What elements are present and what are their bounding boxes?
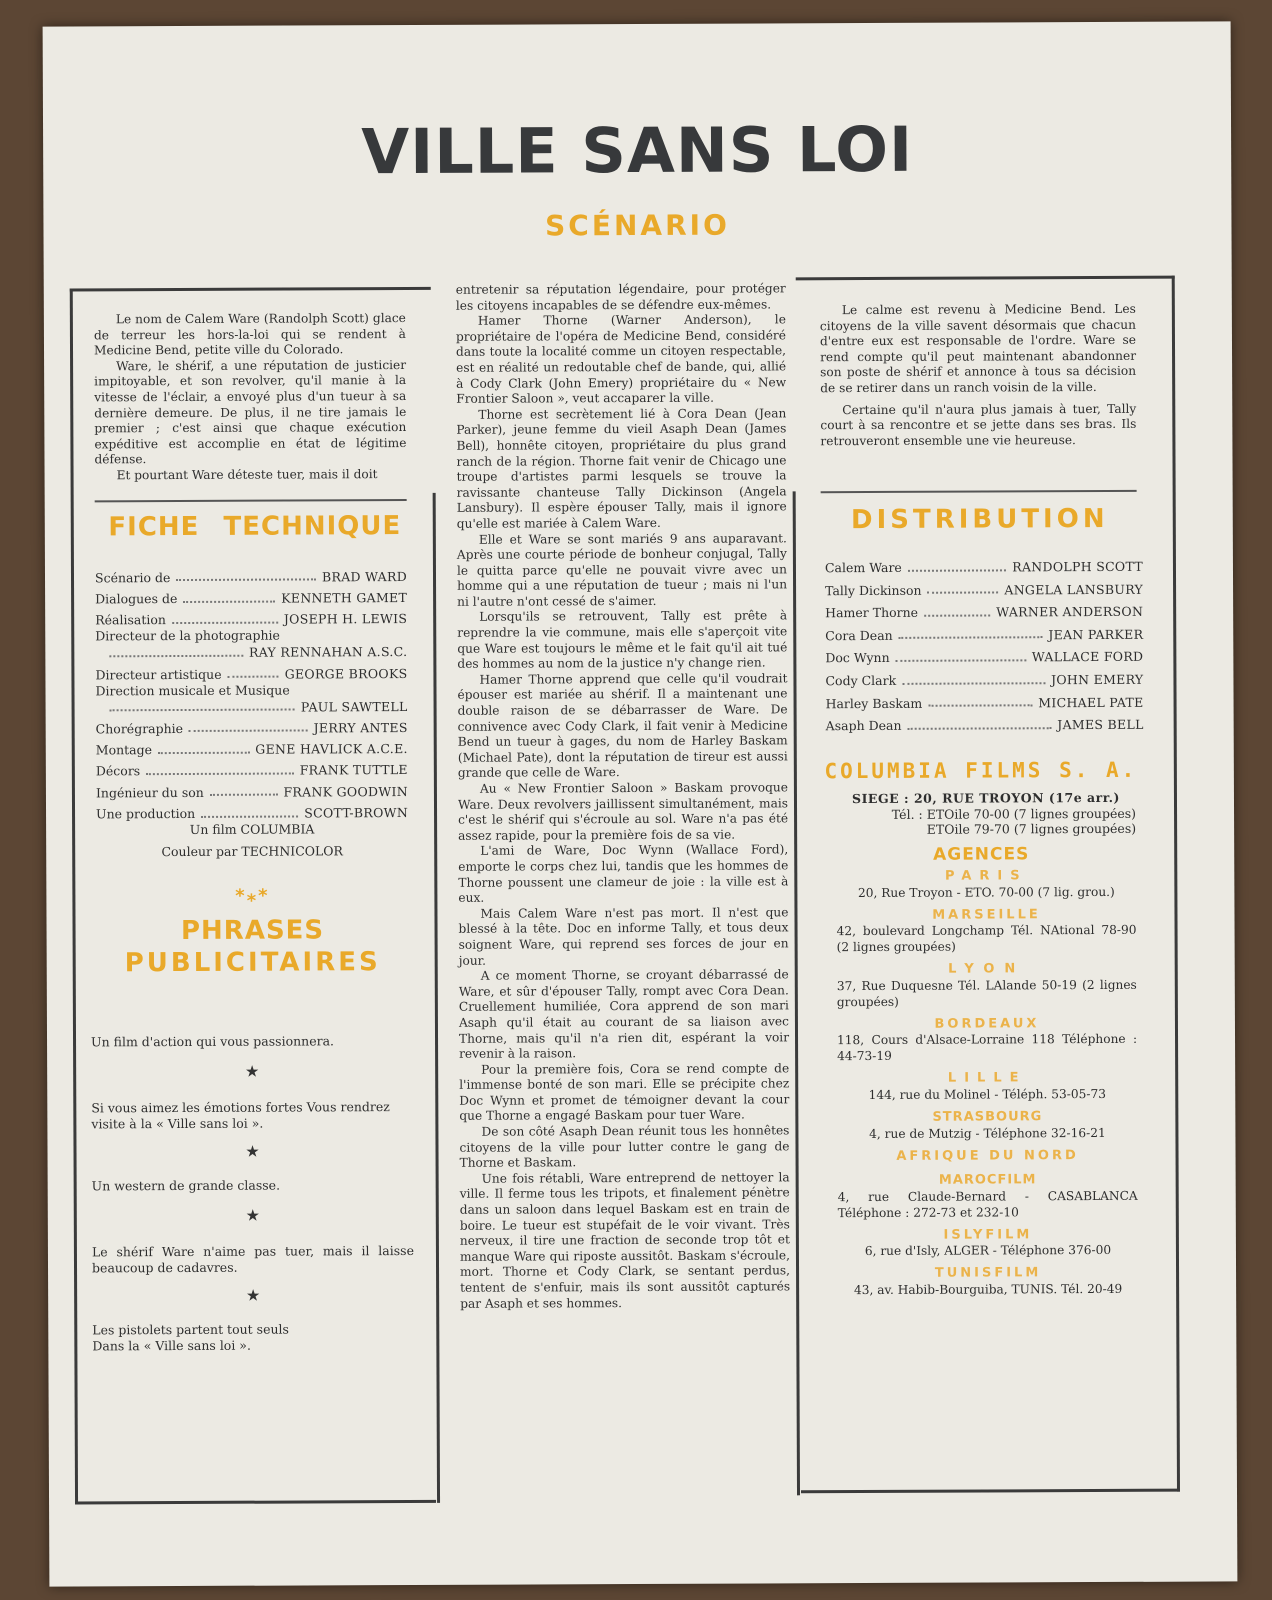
scenario-paragraph: A ce moment Thorne, se croyant débarrassé de Ware, et sûr d'épouser Tally, rompt avec Cora Dean. Cruellement humiliée, Cora apprend de son mari Asaph qu'il était au courant de sa liaison avec Thorne, mais qu'il n'a rien dit, espérant la voir revenir à la raison. — [458, 967, 790, 1061]
phrases-heading-line-1: PHRASES — [180, 915, 325, 947]
scenario-paragraph: Ware, le shérif, a une réputation de justicier impitoyable, et son revolver, qu'il manie à la vitesse de l'éclair, a envoyé plus d'un tueur à sa dernière demeure. De plus, il ne tire jamais le premier ; c'est ainsi que chaque exécution expéditive est accomplie en état de légitime défense. — [94, 357, 407, 467]
agency-city: PARIS — [944, 868, 1028, 884]
cast-name: RANDOLPH SCOTT — [1012, 558, 1144, 575]
cast-role: Tally Dickinson — [825, 582, 922, 598]
cast-row — [825, 597, 1143, 621]
scenario-paragraph: Lorsqu'ils se retrouvent, Tally est prête à reprendre la vie commune, mais elle s'aperçoit vite que Ware est toujours le même et le fait qu'il ait tué des hommes au nom de la justice n'y change rien. — [457, 608, 788, 672]
scenario-paragraph: Certaine qu'il n'aura plus jamais à tuer, Tally court à sa rencontre et se jette dans ses bras. Ils retrouveront ensemble une vie heureuse. — [820, 401, 1137, 448]
credit-name: KENNETH GAMET — [281, 590, 408, 606]
fiche-technique-heading: FICHE TECHNIQUE — [108, 511, 402, 543]
cast-role: Hamer Thorne — [825, 604, 919, 621]
page-title: VILLE SANS LOI — [361, 112, 914, 189]
cast-name: WALLACE FORD — [1031, 649, 1144, 665]
agency-city: AFRIQUE DU NORD — [896, 1147, 1079, 1164]
cast-name: WARNER ANDERSON — [996, 603, 1144, 620]
cast-row — [825, 687, 1143, 711]
agency-city: LYON — [948, 961, 1026, 977]
credit-row — [96, 714, 408, 737]
phrase-item: Le shérif Ware n'aime pas tuer, mais il laisse beaucoup de cadavres. — [91, 1242, 414, 1276]
agency-address: 37, Rue Duquesne Tél. LAlande 50-19 (2 lignes groupées) — [836, 977, 1137, 1009]
agency-address: 6, rue d'Isly, ALGER - Téléphone 376-00 — [864, 1243, 1112, 1259]
scenario-heading: SCÉNARIO — [545, 208, 730, 243]
cast-name: JAMES BELL — [1057, 716, 1144, 733]
phrase-item: Les pistolets partent tout seuls Dans la « Ville sans loi ». — [92, 1321, 289, 1354]
cast-role: Asaph Dean — [825, 718, 902, 734]
agency-city: TUNISFILM — [934, 1265, 1042, 1282]
phrase-item: Un western de grande classe. — [91, 1177, 281, 1194]
agency-city: BORDEAUX — [934, 1016, 1040, 1032]
phrases-list — [91, 1033, 414, 1354]
credit-role: Une production — [96, 806, 196, 822]
credit-name: RAY RENNAHAN A.S.C. — [248, 644, 408, 661]
credit-row — [96, 735, 408, 758]
scenario-paragraph: Hamer Thorne (Warner Anderson), le propriétaire de l'opéra de Medicine Bend, considéré dans toute la localité comme un citoyen respectable, est en réalité un redoutable chef de bande, qui, allié à Cody Clark (John Emery) propriétaire du « New Frontier Saloon », veut accaparer la ville. — [455, 312, 787, 406]
credit-role: Directeur artistique — [95, 666, 222, 682]
credit-role: Montage — [95, 742, 153, 758]
scenario-paragraph: Le calme est revenu à Medicine Bend. Les citoyens de la ville savent désormais que chacun d'entre eux est responsable de l'ordre. Ware se rend compte qu'il peut maintenant abandonner son poste de shérif et annonce à tous sa décision de se retirer dans un ranch voisin de la ville. — [819, 301, 1137, 396]
agency-address: 43, av. Habib-Bourguiba, TUNIS. Tél. 20-49 — [853, 1281, 1123, 1298]
fiche-technique-list — [95, 563, 408, 866]
star-icon: ★ — [245, 1285, 261, 1305]
scenario-paragraph: Hamer Thorne apprend que celle qu'il voudrait épouser est mariée au shérif. Il a maintenant une double raison de se débarrasser de Ware. De connivence avec Cody Clark, il fait venir à Medicine Bend un tueur à gages, du nom de Harley Baskam (Michael Pate), dont la réputation de tireur est aussi grande que celle de Ware. — [457, 671, 788, 781]
company-tel-1: Tél. : ETOile 70-00 (7 lignes groupées) — [891, 805, 1137, 822]
cast-row — [825, 642, 1143, 666]
scenario-paragraph: Elle et Ware se sont mariés 9 ans auparavant. Après une courte période de bonheur conjugal, Tally le quitta parce qu'elle ne pouvait vivre avec un homme qui a une réputation de tueur ; mais ni l'un ni l'autre n'ont cessé de s'aimer. — [456, 530, 788, 609]
credit-name: GENE HAVLICK A.C.E. — [255, 741, 408, 757]
credit-row — [95, 606, 407, 629]
phrase-item: Si vous aimez les émotions fortes Vous rendrez visite à la « Ville sans loi ». — [91, 1099, 390, 1132]
credit-role: Direction musicale et Musique — [95, 682, 290, 698]
star-icon: ★ — [245, 1141, 260, 1161]
credit-name: JOSEPH H. LEWIS — [283, 611, 408, 627]
scenario-paragraph: Et pourtant Ware déteste tuer, mais il doit — [116, 467, 378, 483]
cast-name: ANGELA LANSBURY — [1004, 581, 1144, 598]
credit-row — [95, 584, 407, 607]
agency-city: STRASBOURG — [932, 1109, 1043, 1125]
agency-city: LILLE — [947, 1070, 1027, 1087]
credit-row — [96, 697, 408, 715]
agencies-list — [836, 868, 1138, 1298]
agency-address: 4, rue de Mutzig - Téléphone 32-16-21 — [869, 1125, 1106, 1141]
credit-role: Réalisation — [95, 612, 166, 628]
company-info — [836, 790, 1136, 838]
credit-role: Dialogues de — [95, 591, 178, 607]
agency-city: MAROCFILM — [938, 1172, 1037, 1188]
agency-address: 4, rue Claude-Bernard - CASABLANCA Téléphone : 272-73 et 232-10 — [837, 1188, 1138, 1220]
credit-row — [95, 627, 407, 644]
agency-city: MARSEILLE — [932, 906, 1041, 923]
cast-role: Calem Ware — [824, 559, 902, 576]
cast-row — [825, 574, 1143, 598]
credit-row — [96, 799, 408, 822]
credit-row — [95, 681, 407, 698]
cast-role: Cora Dean — [825, 627, 893, 643]
scenario-left-column — [94, 311, 407, 484]
scenario-paragraph: Le nom de Calem Ware (Randolph Scott) glace de terreur les hors-la-loi qui se rendent à Medicine Bend, petite ville du Colorado. — [93, 311, 406, 358]
phrases-heading-line-2: PUBLICITAIRES — [124, 947, 381, 979]
scenario-paragraph: Au « New Frontier Saloon » Baskam provoque Ware. Deux revolvers jaillissent simultanément, mais c'est le shérif qui s'écroule au sol. Ware n'a pas été assez rapide, pour la première fois de sa vie. — [457, 780, 789, 843]
credit-role: Décors — [95, 763, 141, 779]
film-line: Un film COLUMBIA — [189, 821, 315, 837]
company-name: COLUMBIA FILMS S. A. — [824, 757, 1138, 784]
scenario-paragraph: Thorne est secrètement lié à Cora Dean (Jean Parker), jeune femme du vieil Asaph Dean (James Bell), honnête citoyen, propriétaire du plus grand ranch de la région. Thorne fait venir de Chicago une troupe d'artistes parmi lesquels se trouve la ravissante chanteuse Tally Dickinson (Angela Lansbury). Il espère épouser Tally, mais il ignore qu'elle est mariée à Calem Ware. — [456, 406, 787, 531]
credit-name: PAUL SAWTELL — [300, 698, 408, 715]
scenario-paragraph: Une fois rétabli, Ware entreprend de nettoyer la ville. Il ferme tous les tripots, et finalement pénètre dans un saloon dans lequel Baskam est en train de boire. Le tueur est stupéfait de le voir vivant. Très nerveux, il tire une fraction de seconde trop tôt et manque Ware qui riposte aussitôt. Baskam s'écroule, mort. Thorne et Cody Clark, se sentant perdus, tentent de s'enfuir, mais ils sont aussitôt capturés par Asaph et ses hommes. — [459, 1170, 791, 1311]
credit-name: FRANK GOODWIN — [283, 783, 408, 800]
cast-name: JOHN EMERY — [1051, 671, 1144, 688]
credit-row — [95, 563, 407, 586]
agency-address: 20, Rue Troyon - ETO. 70-00 (7 lig. grou.) — [857, 884, 1115, 900]
cast-name: JEAN PARKER — [1048, 626, 1144, 642]
credit-row — [96, 757, 408, 780]
credit-role: Chorégraphie — [95, 720, 184, 737]
credit-role: Scénario de — [94, 569, 171, 586]
credit-role: Ingénieur du son — [95, 784, 204, 801]
agency-address: 144, rue du Molinel - Téléph. 53-05-73 — [868, 1086, 1107, 1102]
scenario-paragraph: Pour la première fois, Cora se rend compte de l'immense bonté de son mari. Elle se précipite chez Doc Wynn et promet de témoigner devant la cour que Thorne a engagé Baskam pour tuer Ware. — [459, 1061, 790, 1124]
credit-row — [96, 778, 408, 801]
credit-name: BRAD WARD — [321, 568, 408, 585]
credit-row — [95, 660, 407, 683]
agency-address: 42, boulevard Longchamp Tél. NAtional 78-90 (2 lignes groupées) — [836, 923, 1137, 955]
agency-address: 118, Cours d'Alsace-Lorraine 118 Téléphone : 44-73-19 — [837, 1032, 1138, 1064]
credit-name: GEORGE BROOKS — [284, 665, 408, 682]
credit-name: SCOTT-BROWN — [304, 805, 409, 821]
cast-row — [825, 665, 1143, 689]
distribution-heading: DISTRIBUTION — [850, 503, 1109, 536]
credit-row — [95, 643, 407, 661]
credit-role: Directeur de la photographie — [95, 627, 280, 644]
scenario-middle-column — [456, 281, 790, 1312]
cast-row — [825, 552, 1143, 576]
color-line: Couleur par TECHNICOLOR — [161, 842, 343, 859]
cast-row — [826, 710, 1144, 734]
phrase-item: Un film d'action qui vous passionnera. — [91, 1033, 335, 1050]
distribution-list — [825, 552, 1144, 734]
scenario-paragraph: entretenir sa réputation légendaire, pour protéger les citoyens incapables de se défendre eux-mêmes. — [455, 281, 786, 313]
cast-role: Cody Clark — [825, 672, 897, 689]
cast-row — [825, 620, 1143, 644]
company-tel-2: ETOile 79-70 (7 lignes groupées) — [926, 821, 1137, 837]
agences-heading: AGENCES — [933, 844, 1030, 865]
document-page — [43, 21, 1238, 1586]
agency-city: ISLYFILM — [943, 1227, 1033, 1243]
scenario-paragraph: L'ami de Ware, Doc Wynn (Wallace Ford), emporte le corps chez lui, tandis que les hommes de Thorne poussent une clameur de joie : la ville est à eux. — [458, 842, 789, 905]
cast-name: MICHAEL PATE — [1038, 694, 1144, 710]
scenario-paragraph: Mais Calem Ware n'est pas mort. Il n'est que blessé à la tête. Doc en informe Tally, et tous deux soignent Ware, qui reprend ses forces de jour en jour. — [458, 905, 789, 968]
ornament: *⁎* — [235, 885, 270, 907]
credit-name: JERRY ANTES — [313, 719, 408, 736]
star-icon: ★ — [244, 1061, 260, 1081]
cast-role: Harley Baskam — [825, 695, 923, 711]
star-icon: ★ — [245, 1205, 261, 1225]
credit-name: FRANK TUTTLE — [299, 762, 408, 778]
scenario-paragraph: De son côté Asaph Dean réunit tous les honnêtes citoyens de la ville pour lutter contre le gang de Thorne et Baskam. — [459, 1123, 790, 1171]
company-siege: SIEGE : 20, RUE TROYON (17e arr.) — [852, 789, 1120, 807]
scenario-right-column — [820, 302, 1137, 450]
cast-role: Doc Wynn — [825, 650, 890, 666]
